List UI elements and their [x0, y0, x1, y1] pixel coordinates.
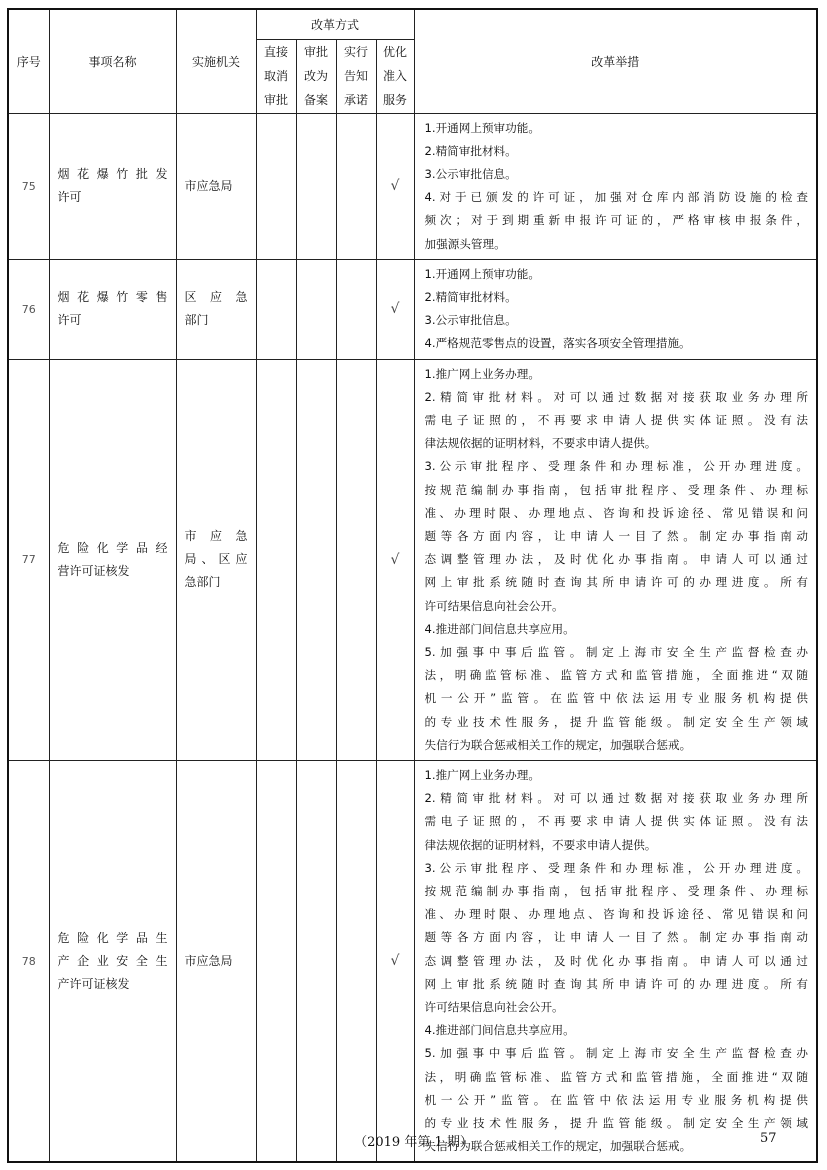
row-seq: 77 — [8, 359, 49, 760]
measure-line: 3.公示审批信息。 — [424, 313, 517, 328]
measure-line: 的专业技术性服务，提升监管能级。制定安全生产领域 — [424, 714, 808, 729]
row-agency-line: 市应急局 — [184, 178, 233, 193]
header-method-line: 告知 — [343, 69, 368, 83]
header-method-3 — [376, 39, 414, 113]
measure-line: 3.公示审批信息。 — [424, 166, 517, 181]
row-seq: 76 — [8, 259, 49, 359]
measure-line: 许可结果信息向社会公开。 — [424, 598, 564, 613]
table-row — [8, 259, 817, 359]
page-number: 57 — [760, 1131, 777, 1146]
row-agency — [176, 113, 256, 259]
table-row — [8, 760, 817, 1162]
method-cell-0 — [256, 259, 296, 359]
header-seq: 序号 — [8, 9, 49, 113]
row-name — [49, 113, 176, 259]
row-agency-line: 市应急局 — [184, 953, 233, 968]
measure-line: 题等各方面内容，让申请人一目了然。制定办事指南动 — [424, 930, 808, 945]
row-name-line: 烟花爆竹批发 — [57, 167, 168, 182]
measure-line: 4.对于已颁发的许可证，加强对仓库内部消防设施的检查 — [424, 190, 808, 205]
measure-line: 按规范编制办事指南，包括审批程序、受理条件、办理标 — [424, 482, 808, 497]
method-cell-1 — [296, 113, 336, 259]
reform-table — [7, 8, 818, 1163]
method-cell-3 — [376, 760, 414, 1162]
row-seq: 78 — [8, 760, 49, 1162]
measure-line: 3.公示审批程序、受理条件和办理标准，公开办理进度。 — [424, 860, 808, 875]
row-name — [49, 359, 176, 760]
row-name-line: 许可 — [57, 190, 82, 205]
measure-line: 2.精简审批材料。 — [424, 289, 517, 304]
measure-line: 网上审批系统随时查询其所申请许可的办理进度。所有 — [424, 575, 808, 590]
row-agency-line: 市 应 急 — [184, 529, 248, 544]
measure-line: 1.开通网上预审功能。 — [424, 266, 540, 281]
header-method-line: 改为 — [303, 69, 328, 83]
row-agency — [176, 760, 256, 1162]
row-name-line: 许可 — [57, 313, 82, 328]
row-measures — [414, 259, 817, 359]
measure-line: 机一公开”监管。在监管中依法运用专业服务机构提供 — [424, 1092, 808, 1107]
measure-line: 3.公示审批程序、受理条件和办理标准，公开办理进度。 — [424, 459, 808, 474]
measure-line: 失信行为联合惩戒相关工作的规定，加强联合惩戒。 — [424, 1139, 692, 1154]
row-agency-line: 部门 — [184, 313, 209, 328]
measure-line: 法，明确监管标准、监管方式和监管措施，全面推进“双随 — [424, 668, 808, 683]
measure-line: 态调整管理办法，及时优化办事指南。申请人可以通过 — [424, 953, 808, 968]
measure-line: 5.加强事中事后监管。制定上海市安全生产监督检查办 — [424, 644, 808, 659]
measure-line: 律法规依据的证明材料，不要求申请人提供。 — [424, 837, 657, 852]
measure-line: 按规范编制办事指南，包括审批程序、受理条件、办理标 — [424, 884, 808, 898]
measure-line: 需电子证照的，不再要求申请人提供实体证照。没有法 — [424, 814, 808, 829]
row-measures — [414, 760, 817, 1162]
table-row — [8, 113, 817, 259]
row-agency-line: 急部门 — [184, 575, 221, 590]
measure-line: 1.开通网上预审功能。 — [424, 120, 540, 135]
header-method-line: 直接 — [263, 45, 288, 59]
measure-line: 2.精简审批材料。 — [424, 143, 517, 158]
measure-line: 频次；对于到期重新申报许可证的，严格审核申报条件， — [424, 213, 808, 228]
header-method-line: 服务 — [383, 93, 408, 107]
measure-line: 网上审批系统随时查询其所申请许可的办理进度。所有 — [424, 976, 808, 991]
method-cell-2 — [336, 760, 376, 1162]
header-method-line: 优化 — [383, 45, 408, 59]
method-cell-1 — [296, 760, 336, 1162]
header-method-line: 取消 — [263, 69, 288, 83]
check-mark-icon: √ — [390, 301, 400, 318]
method-cell-0 — [256, 359, 296, 760]
measure-line: 1.推广网上业务办理。 — [424, 366, 540, 381]
row-seq: 75 — [8, 113, 49, 259]
row-agency — [176, 359, 256, 760]
measure-line: 2.精简审批材料。对可以通过数据对接获取业务办理所 — [424, 389, 808, 404]
header-method-line: 审批 — [263, 93, 288, 107]
row-measures — [414, 113, 817, 259]
row-name-line: 产许可证核发 — [57, 976, 130, 991]
method-cell-3 — [376, 113, 414, 259]
method-cell-0 — [256, 760, 296, 1162]
header-method-0 — [256, 39, 296, 113]
measure-line: 许可结果信息向社会公开。 — [424, 1000, 564, 1015]
header-method-line: 实行 — [343, 45, 368, 59]
measure-line: 4.推进部门间信息共享应用。 — [424, 621, 575, 636]
issue-label: （2019 年第 1 期） — [354, 1135, 473, 1150]
measure-line: 机一公开”监管。在监管中依法运用专业服务机构提供 — [424, 691, 808, 706]
row-agency-line: 局、区应 — [184, 552, 248, 567]
header-reform-method: 改革方式 — [256, 9, 414, 39]
row-name — [49, 760, 176, 1162]
header-method-line: 承诺 — [343, 93, 368, 107]
method-cell-0 — [256, 113, 296, 259]
row-name — [49, 259, 176, 359]
measure-line: 失信行为联合惩戒相关工作的规定，加强联合惩戒。 — [424, 737, 692, 752]
measure-line: 准、办理时限、办理地点、咨询和投诉途径、常见错误和问 — [424, 505, 808, 520]
check-mark-icon: √ — [390, 953, 400, 970]
header-name: 事项名称 — [49, 9, 176, 113]
row-name-line: 危险化学品经 — [57, 540, 168, 555]
method-cell-2 — [336, 359, 376, 760]
method-cell-3 — [376, 259, 414, 359]
measure-line: 律法规依据的证明材料，不要求申请人提供。 — [424, 436, 657, 451]
row-agency-line: 区 应 急 — [184, 290, 248, 305]
header-method-1 — [296, 39, 336, 113]
method-cell-2 — [336, 113, 376, 259]
row-agency — [176, 259, 256, 359]
method-cell-2 — [336, 259, 376, 359]
measure-line: 1.推广网上业务办理。 — [424, 767, 540, 782]
method-cell-3 — [376, 359, 414, 760]
header-agency: 实施机关 — [176, 9, 256, 113]
method-cell-1 — [296, 359, 336, 760]
measure-line: 的专业技术性服务，提升监管能级。制定安全生产领域 — [424, 1116, 808, 1131]
header-method-line: 准入 — [383, 69, 408, 83]
header-method-line: 备案 — [303, 93, 328, 107]
measure-line: 准、办理时限、办理地点、咨询和投诉途径、常见错误和问 — [424, 907, 808, 922]
check-mark-icon: √ — [390, 551, 400, 568]
measure-line: 法，明确监管标准、监管方式和监管措施，全面推进“双随 — [424, 1069, 808, 1084]
measure-line: 5.加强事中事后监管。制定上海市安全生产监督检查办 — [424, 1046, 808, 1061]
measure-line: 加强源头管理。 — [424, 236, 506, 251]
row-name-line: 产企业安全生 — [57, 953, 168, 968]
header-measures: 改革举措 — [414, 9, 817, 113]
row-name-line: 危险化学品生 — [57, 930, 168, 945]
header-method-line: 审批 — [303, 45, 328, 59]
measure-line: 态调整管理办法，及时优化办事指南。申请人可以通过 — [424, 552, 808, 567]
header-method-2 — [336, 39, 376, 113]
table-row — [8, 359, 817, 760]
row-measures — [414, 359, 817, 760]
check-mark-icon: √ — [390, 178, 400, 195]
measure-line: 4.严格规范零售点的设置，落实各项安全管理措施。 — [424, 336, 691, 351]
measure-line: 题等各方面内容，让申请人一目了然。制定办事指南动 — [424, 528, 808, 543]
measure-line: 4.推进部门间信息共享应用。 — [424, 1023, 575, 1038]
method-cell-1 — [296, 259, 336, 359]
row-name-line: 烟花爆竹零售 — [57, 290, 168, 305]
measure-line: 2.精简审批材料。对可以通过数据对接获取业务办理所 — [424, 791, 808, 806]
row-name-line: 营许可证核发 — [57, 563, 130, 578]
measure-line: 需电子证照的，不再要求申请人提供实体证照。没有法 — [424, 412, 808, 427]
